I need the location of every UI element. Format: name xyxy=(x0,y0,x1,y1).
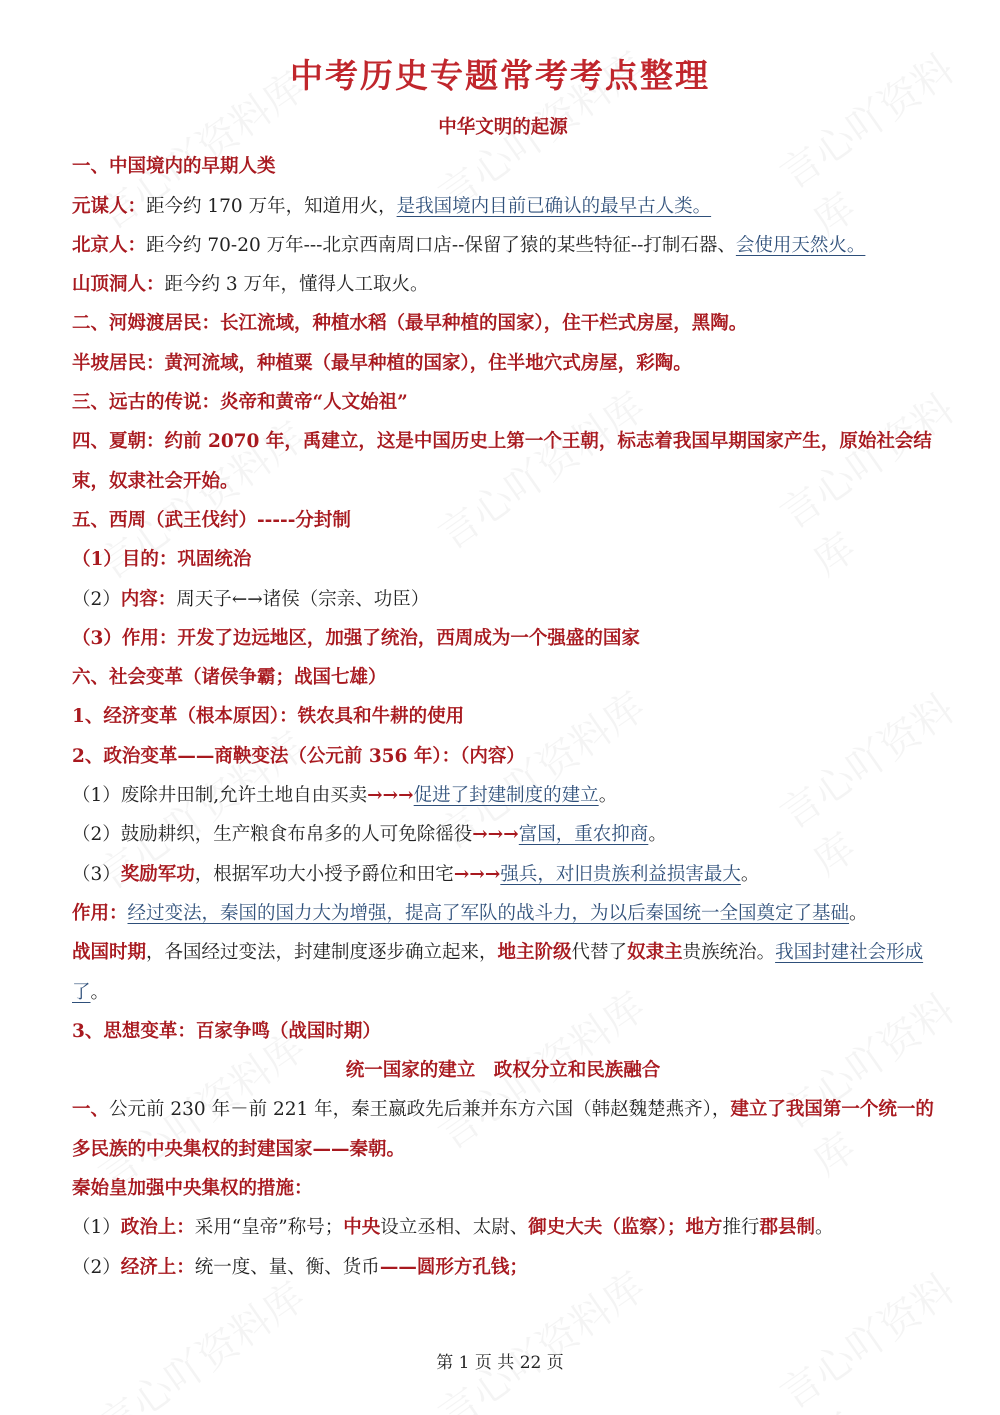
text-line xyxy=(72,697,934,736)
body-text: 。 xyxy=(648,824,667,846)
highlighted-text: 1、经济变革（根本原因）：铁农具和牛耕的使用 xyxy=(72,706,465,728)
text-line xyxy=(72,383,934,422)
highlighted-text: 中央 xyxy=(343,1217,381,1239)
body-text: 距今约 70-20 万年---北京西南周口店--保留了猿的某些特征--打制石器、 xyxy=(146,234,736,256)
highlighted-text: 二、河姆渡居民：长江流域，种植水稻（最早种植的国家），住干栏式房屋，黑陶。 xyxy=(72,313,748,335)
page-footer: 第 1 页 共 22 页 xyxy=(436,1353,564,1373)
highlighted-text: 北京人： xyxy=(72,234,147,256)
body-text: 。 xyxy=(849,902,868,924)
section-heading xyxy=(72,1051,934,1090)
highlighted-text: 半坡居民：黄河流域，种植粟（最早种植的国家），住半地穴式房屋，彩陶。 xyxy=(72,352,692,374)
text-line xyxy=(72,1012,934,1051)
highlighted-text: 3、思想变革：百家争鸣（战国时期） xyxy=(72,1020,381,1042)
text-line xyxy=(72,1090,934,1169)
highlighted-text: 内容： xyxy=(120,588,177,610)
text-line xyxy=(72,304,934,343)
body-text: ，各国经过变法，封建制度逐步确立起来， xyxy=(146,942,498,964)
body-text: 统一度、量、衡、货币 xyxy=(194,1256,380,1278)
body-text: 距今约 170 万年，知道用火， xyxy=(146,195,397,217)
highlighted-text: 作用： xyxy=(72,902,128,924)
body-text: 距今约 3 万年，懂得人工取火。 xyxy=(164,274,429,296)
highlighted-text: →→→ xyxy=(472,824,519,846)
body-text: ，根据军功大小授予爵位和田宅 xyxy=(194,863,454,885)
text-line xyxy=(72,187,934,226)
highlighted-text: →→→ xyxy=(453,863,501,885)
text-line xyxy=(72,776,934,815)
text-line xyxy=(72,737,934,776)
highlighted-text: 建立了我国第一个统一的多民族的中央集权的封建国家——秦朝。 xyxy=(72,1099,934,1160)
highlighted-text: 一、 xyxy=(72,1099,110,1121)
body-text: （2）鼓励耕织，生产粮食布帛多的人可免除徭役 xyxy=(72,824,473,846)
body-text: 。 xyxy=(90,981,110,1003)
highlighted-text: 一、中国境内的早期人类 xyxy=(72,156,276,178)
highlighted-text: 2、政治变革——商鞅变法（公元前 356 年）：（内容） xyxy=(72,745,525,767)
body-text: （1） xyxy=(72,1217,121,1239)
underlined-key-point: 强兵，对旧贵族利益损害最大 xyxy=(500,863,741,885)
document-title: 中考历史专题常考考点整理 xyxy=(290,56,710,95)
highlighted-text: 郡县制 xyxy=(759,1217,816,1239)
body-text: 设立丞相、太尉、 xyxy=(380,1217,529,1239)
watermark-text xyxy=(85,1266,314,1415)
body-text: 周天子←→诸侯（宗亲、功臣） xyxy=(176,588,430,610)
highlighted-text: （1）目的：巩固统治 xyxy=(72,549,252,571)
highlighted-text: 御史大夫（监察）；地方 xyxy=(528,1217,723,1239)
underlined-key-point: 我国封建社会形成了 xyxy=(72,942,924,1003)
highlighted-text: 政治上： xyxy=(120,1217,195,1239)
highlighted-text: 战国时期 xyxy=(72,942,147,964)
text-line xyxy=(72,1248,934,1287)
body-text: 推行 xyxy=(722,1217,760,1239)
highlighted-text: 奖励军功 xyxy=(120,863,195,885)
underlined-key-point: 经过变法，秦国的国力大为增强，提高了军队的战斗力，为以后秦国统一全国奠定了基础 xyxy=(127,902,850,924)
text-line xyxy=(72,933,934,1012)
highlighted-text: 五、西周（武王伐纣）-----分封制 xyxy=(72,509,351,531)
section-heading xyxy=(72,108,934,147)
body-text: （2） xyxy=(72,588,121,610)
text-line xyxy=(72,619,934,658)
highlighted-text: 统一国家的建立 政权分立和民族融合 xyxy=(345,1060,661,1082)
document-body xyxy=(72,117,934,1287)
highlighted-text: （3）作用：开发了边远地区，加强了统治，西周成为一个强盛的国家 xyxy=(72,627,640,649)
body-text: （2） xyxy=(72,1256,121,1278)
body-text: 。 xyxy=(740,863,760,885)
body-text: 。 xyxy=(598,785,618,807)
underlined-key-point: 是我国境内目前已确认的最早古人类。 xyxy=(396,195,712,217)
highlighted-text: ——圆形方孔钱； xyxy=(379,1256,528,1278)
underlined-key-point: 促进了封建制度的建立 xyxy=(413,785,599,807)
highlighted-text: 经济上： xyxy=(120,1256,195,1278)
body-text: 采用“皇帝”称号； xyxy=(194,1217,344,1239)
text-line xyxy=(72,855,934,894)
body-text: 公元前 230 年－前 221 年，秦王嬴政先后兼并东方六国（韩赵魏楚燕齐）， xyxy=(109,1099,731,1121)
text-line xyxy=(72,1208,934,1247)
text-line xyxy=(72,658,934,697)
text-line xyxy=(72,1169,934,1208)
highlighted-text: 奴隶主 xyxy=(627,942,683,964)
body-text: 。 xyxy=(815,1217,834,1239)
text-line xyxy=(72,894,934,933)
underlined-key-point: 富国，重农抑商 xyxy=(518,824,649,846)
body-text: （1）废除井田制,允许土地自由买卖 xyxy=(72,785,368,807)
highlighted-text: 四、夏朝：约前 2070 年，禹建立，这是中国历史上第一个王朝，标志着我国早期国家产生，原始社会结束，奴隶社会开始。 xyxy=(72,431,932,492)
text-line xyxy=(72,815,934,854)
highlighted-text: →→→ xyxy=(367,785,414,807)
body-text: 贵族统治。 xyxy=(682,942,776,964)
underlined-key-point: 会使用天然火。 xyxy=(735,234,866,256)
text-line xyxy=(72,501,934,540)
text-line xyxy=(72,265,934,304)
text-line xyxy=(72,226,934,265)
text-line xyxy=(72,422,934,501)
text-line xyxy=(72,344,934,383)
body-text: 代替了 xyxy=(571,942,628,964)
highlighted-text: 地主阶级 xyxy=(497,942,572,964)
highlighted-text: 六、社会变革（诸侯争霸；战国七雄） xyxy=(72,667,387,689)
body-text: （3） xyxy=(72,863,121,885)
text-line xyxy=(72,540,934,579)
highlighted-text: 元谋人： xyxy=(72,195,147,217)
text-line xyxy=(72,147,934,186)
highlighted-text: 中华文明的起源 xyxy=(438,117,568,138)
highlighted-text: 三、远古的传说：炎帝和黄帝“人文始祖” xyxy=(72,392,408,414)
highlighted-text: 山顶洞人： xyxy=(72,274,165,296)
highlighted-text: 秦始皇加强中央集权的措施： xyxy=(72,1178,313,1200)
text-line xyxy=(72,580,934,619)
